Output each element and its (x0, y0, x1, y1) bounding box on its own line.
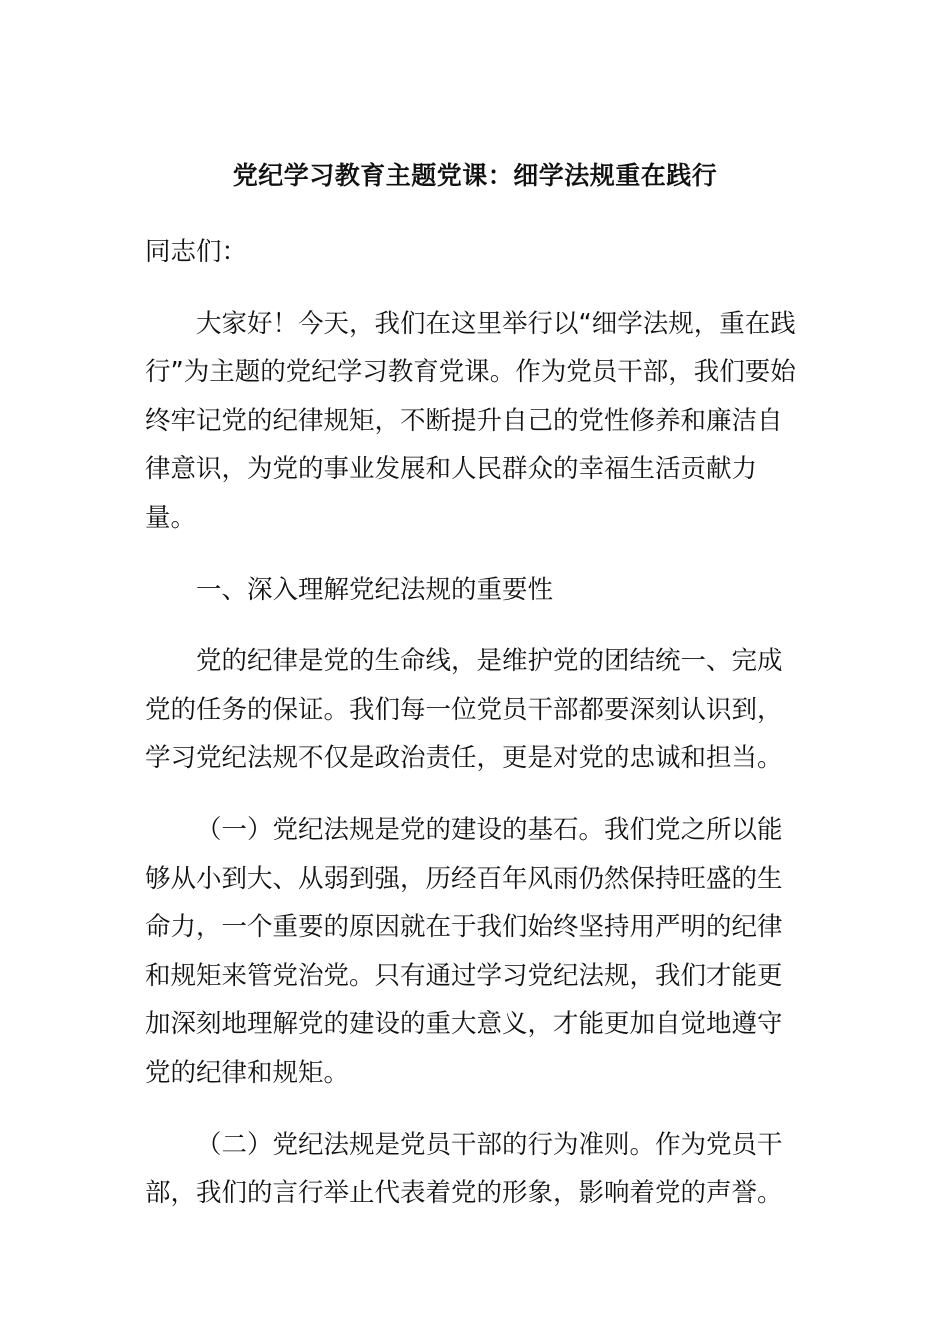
document-title: 党纪学习教育主题党课：细学法规重在践行 (232, 161, 718, 190)
document-body (145, 228, 805, 1241)
paragraph-section-1: 党的纪律是党的生命线，是维护党的团结统一、完成党的任务的保证。我们每一位党员干部都要深刻认识到，学习党纪法规不仅是政治责任，更是对党的忠诚和担当。 (145, 646, 783, 774)
paragraph-subsection-1: （一）党纪法规是党的建设的基石。我们党之所以能够从小到大、从弱到强，历经百年风雨仍然保持旺盛的生命力，一个重要的原因就在于我们始终坚持用严明的纪律和规矩来管党治党。只有通过学习党纪法规，我们才能更加深刻地理解党的建设的重大意义，才能更加自觉地遵守党的纪律和规矩。 (145, 814, 783, 1088)
section-heading-1: 一、深入理解党纪法规的重要性 (196, 574, 554, 605)
paragraph-intro: 大家好！今天，我们在这里举行以“细学法规，重在践行”为主题的党纪学习教育党课。作为党员干部，我们要始终牢记党的纪律规矩，不断提升自己的党性修养和廉洁自律意识，为党的事业发展和人民群众的幸福生活贡献力量。 (145, 308, 796, 533)
paragraph-subsection-2: （二）党纪法规是党员干部的行为准则。作为党员干部，我们的言行举止代表着党的形象，影响着党的声誉。 (145, 1129, 783, 1209)
salutation: 同志们： (145, 237, 248, 267)
